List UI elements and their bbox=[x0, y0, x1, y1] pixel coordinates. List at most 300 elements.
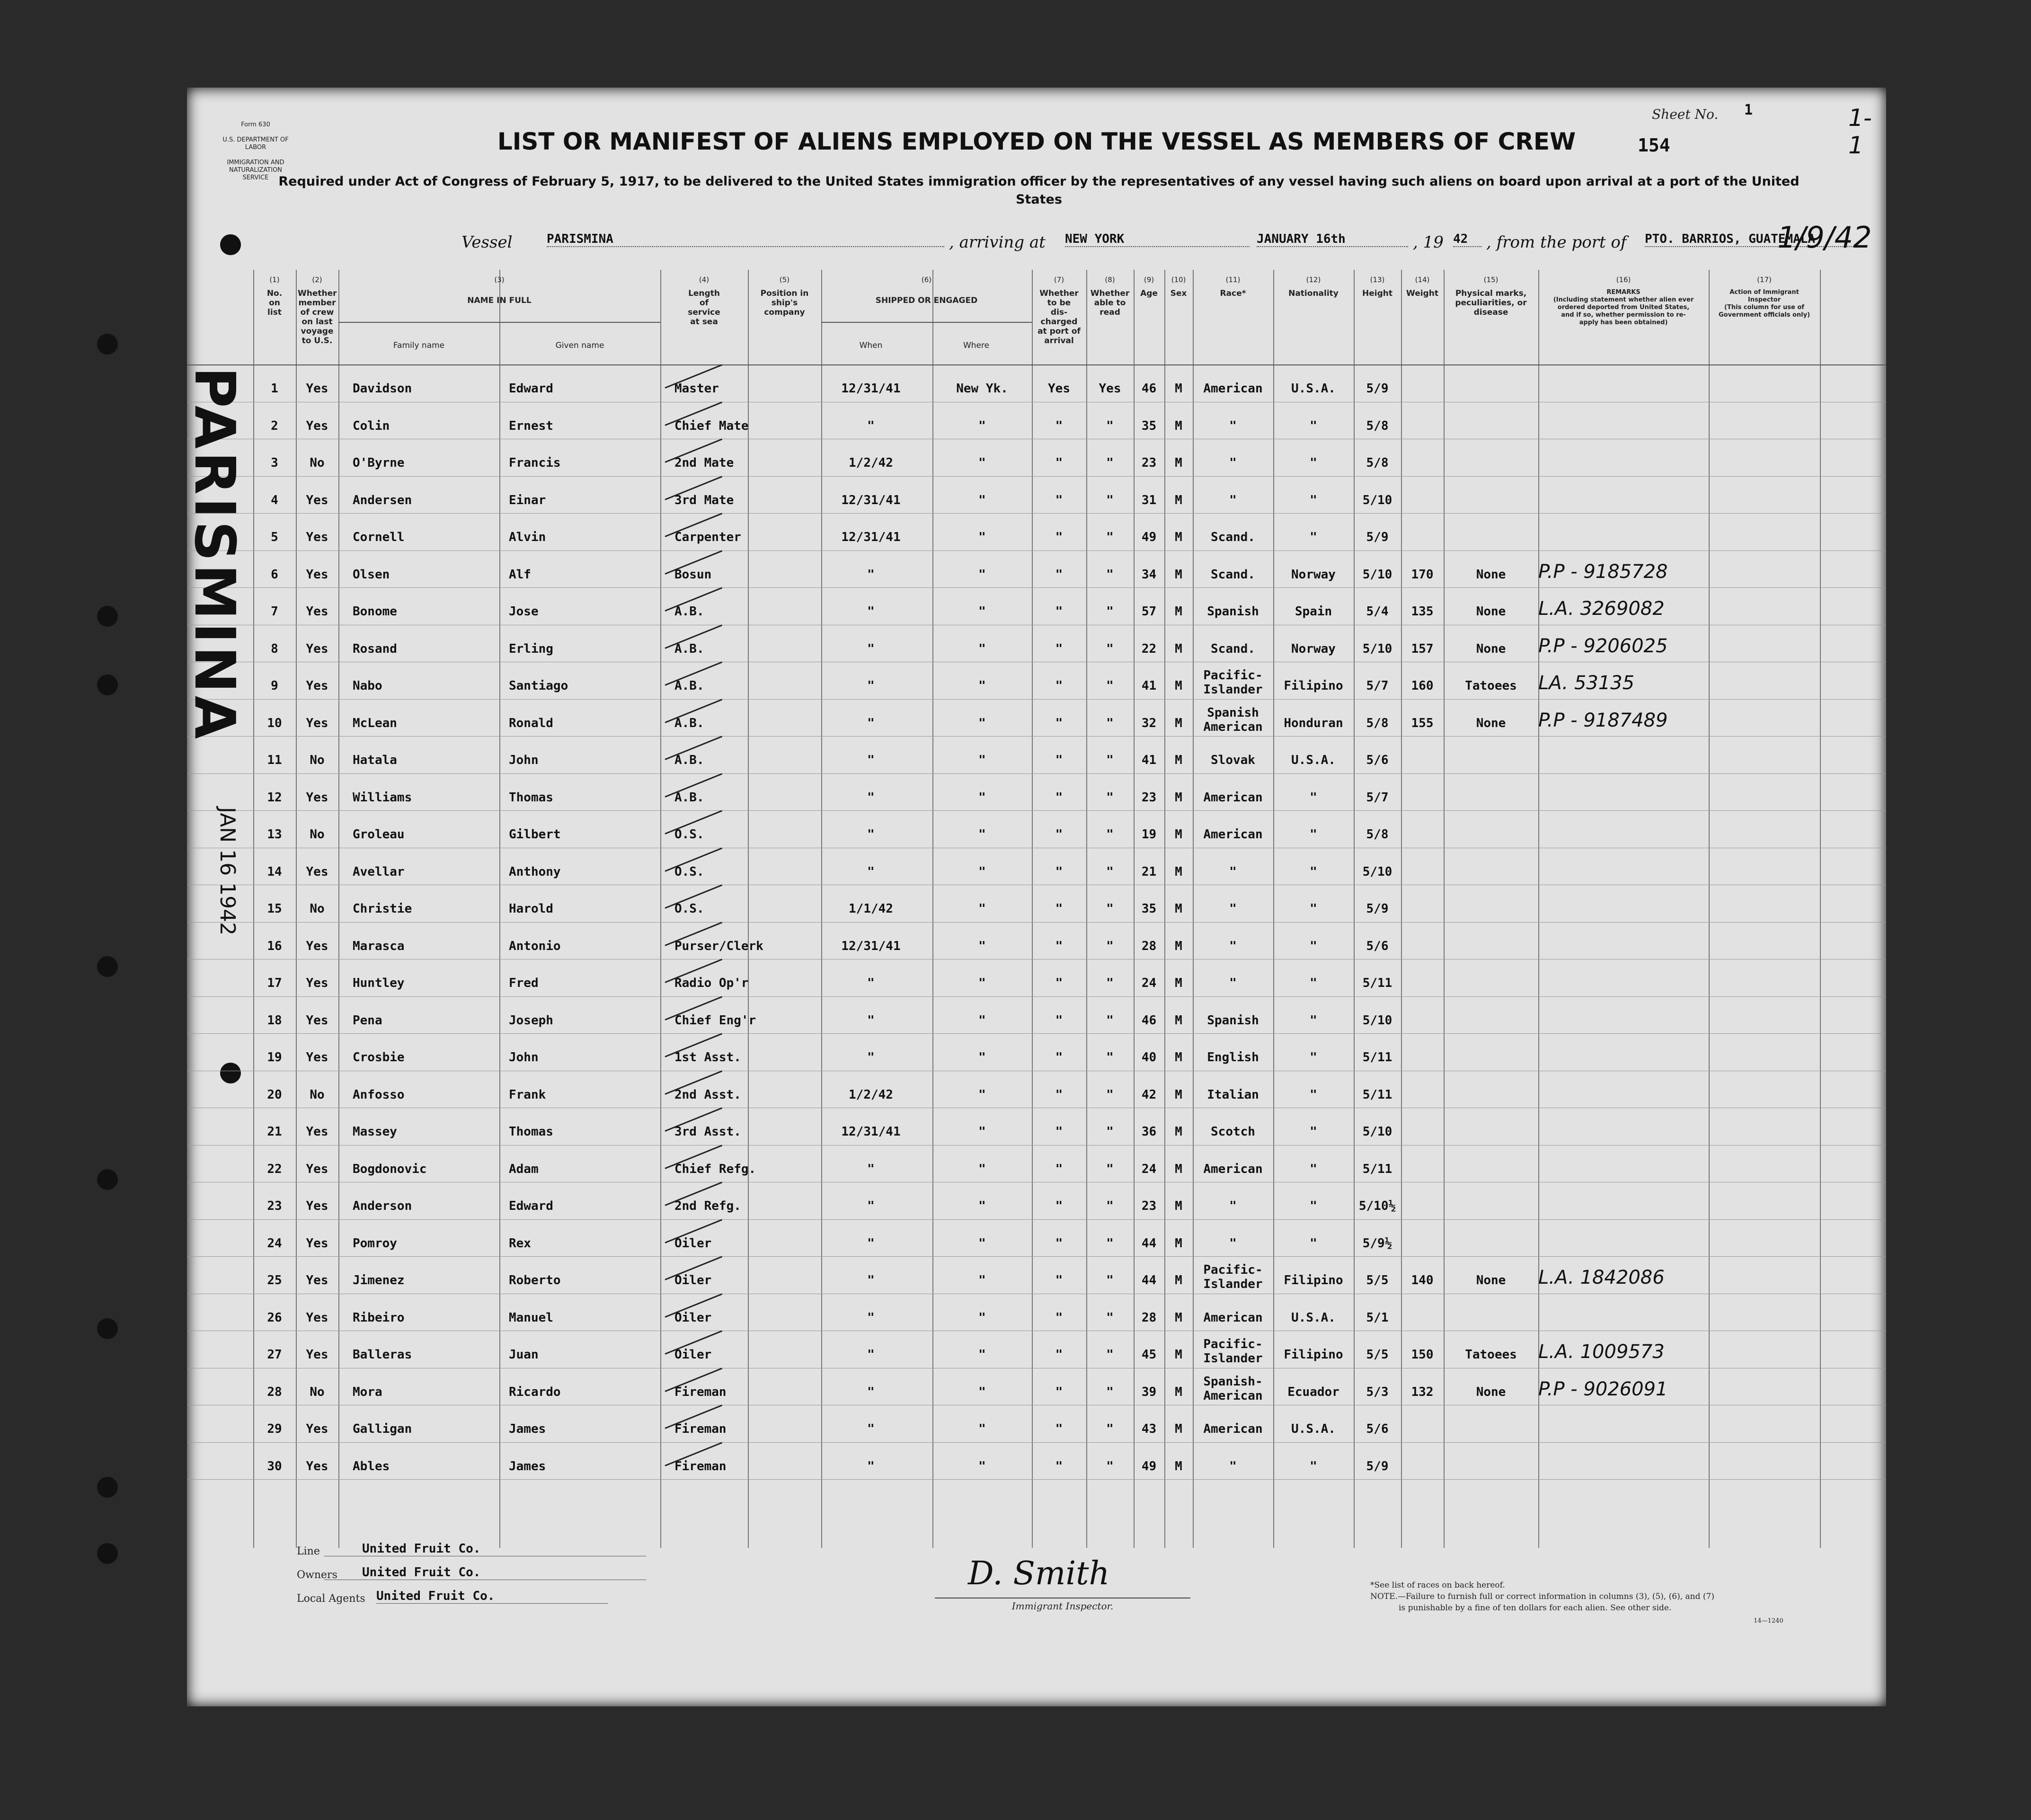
cell-pos: 3rd Mate bbox=[674, 493, 734, 507]
cell-read: " bbox=[1106, 1050, 1114, 1065]
cell-family: Christie bbox=[353, 902, 412, 916]
print-code: 14—1240 bbox=[1754, 1617, 1783, 1625]
cell-nat: Filipino bbox=[1284, 1273, 1343, 1287]
cell-dis: " bbox=[1055, 864, 1063, 879]
cell-read: " bbox=[1106, 1236, 1114, 1251]
cell-dis: " bbox=[1055, 1013, 1063, 1028]
cell-remark: L.A. 1009573 bbox=[1538, 1341, 1665, 1363]
cell-ht: 5/9 bbox=[1366, 1459, 1389, 1474]
cell-race: " bbox=[1229, 864, 1237, 879]
cell-race: Scotch bbox=[1211, 1125, 1255, 1139]
cell-where: " bbox=[978, 864, 986, 879]
cell-wt: 132 bbox=[1411, 1385, 1434, 1399]
cell-where: " bbox=[978, 827, 986, 842]
cell-race: " bbox=[1229, 1236, 1237, 1251]
cell-ht: 5/10 bbox=[1362, 1125, 1392, 1139]
cell-last: No bbox=[310, 902, 325, 916]
column-header: Sex bbox=[1170, 289, 1187, 298]
cell-when: " bbox=[867, 716, 875, 730]
cell-pos: Master bbox=[674, 382, 719, 396]
cell-where: " bbox=[978, 1348, 986, 1362]
cell-nat: " bbox=[1310, 902, 1317, 916]
cell-pos: Oiler bbox=[674, 1236, 712, 1251]
cell-age: 46 bbox=[1141, 382, 1157, 396]
cell-race: Pacific- Islander bbox=[1203, 1337, 1263, 1366]
cell-ht: 5/11 bbox=[1362, 1050, 1392, 1065]
cell-given: Ricardo bbox=[509, 1385, 561, 1399]
cell-ht: 5/3 bbox=[1366, 1385, 1389, 1399]
cell-no: 28 bbox=[267, 1385, 282, 1399]
cell-race: Spanish bbox=[1207, 604, 1259, 619]
cell-sex: M bbox=[1175, 976, 1182, 990]
cell-ht: 5/10 bbox=[1362, 641, 1392, 656]
line-label: Line bbox=[297, 1545, 320, 1557]
column-header: Height bbox=[1362, 289, 1392, 298]
cell-where: " bbox=[978, 976, 986, 990]
row-rule bbox=[187, 513, 1886, 514]
cell-pos: A.B. bbox=[674, 604, 704, 619]
cell-family: Pomroy bbox=[353, 1236, 397, 1251]
cell-given: Roberto bbox=[509, 1273, 561, 1287]
cell-sex: M bbox=[1175, 567, 1182, 582]
cell-nat: Ecuador bbox=[1287, 1385, 1339, 1399]
cell-dis: " bbox=[1055, 976, 1063, 990]
cell-read: " bbox=[1106, 604, 1114, 619]
cell-nat: Spain bbox=[1295, 604, 1332, 619]
cell-race: American bbox=[1203, 1310, 1263, 1325]
cell-pos: Fireman bbox=[674, 1385, 727, 1399]
column-number: (15) bbox=[1483, 275, 1499, 284]
cell-no: 1 bbox=[271, 382, 278, 396]
service-name: IMMIGRATION AND NATURALIZATION SERVICE bbox=[227, 159, 284, 181]
cell-race: Scand. bbox=[1211, 530, 1255, 544]
cell-sex: M bbox=[1175, 1236, 1182, 1251]
cell-sex: M bbox=[1175, 827, 1182, 842]
row-rule bbox=[187, 550, 1886, 551]
cell-last: No bbox=[310, 1087, 325, 1102]
cell-dis: " bbox=[1055, 1087, 1063, 1102]
cell-age: 21 bbox=[1141, 864, 1157, 879]
cell-marks: Tatoees bbox=[1465, 679, 1517, 693]
cell-dis: " bbox=[1055, 1273, 1063, 1287]
cell-pos: 3rd Asst. bbox=[674, 1125, 741, 1139]
cell-age: 39 bbox=[1141, 1385, 1157, 1399]
cell-where: " bbox=[978, 1162, 986, 1176]
cell-wt: 160 bbox=[1411, 679, 1434, 693]
cell-given: Jose bbox=[509, 604, 539, 619]
sheet-label: Sheet No. bbox=[1652, 107, 1719, 122]
cell-sex: M bbox=[1175, 641, 1182, 656]
cell-age: 32 bbox=[1141, 716, 1157, 730]
cell-race: American bbox=[1203, 827, 1263, 842]
column-header: Weight bbox=[1406, 289, 1438, 298]
cell-no: 24 bbox=[267, 1236, 282, 1251]
cell-dis: " bbox=[1055, 1125, 1063, 1139]
cell-no: 16 bbox=[267, 939, 282, 953]
cell-no: 6 bbox=[271, 567, 278, 582]
cell-ht: 5/8 bbox=[1366, 716, 1389, 730]
cell-pos: A.B. bbox=[674, 716, 704, 730]
cell-sex: M bbox=[1175, 1013, 1182, 1028]
cell-sex: M bbox=[1175, 1050, 1182, 1065]
cell-pos: 2nd Mate bbox=[674, 456, 734, 470]
cell-family: Massey bbox=[353, 1125, 397, 1139]
cell-wt: 140 bbox=[1411, 1273, 1434, 1287]
cell-dis: " bbox=[1055, 902, 1063, 916]
cell-pos: Chief Refg. bbox=[674, 1162, 756, 1176]
cell-sex: M bbox=[1175, 1348, 1182, 1362]
cell-family: Ribeiro bbox=[353, 1310, 405, 1325]
cell-when: " bbox=[867, 1236, 875, 1251]
cell-read: " bbox=[1106, 679, 1114, 693]
cell-age: 28 bbox=[1141, 1310, 1157, 1325]
cell-read: " bbox=[1106, 716, 1114, 730]
cell-when: 12/31/41 bbox=[841, 382, 901, 396]
cell-last: No bbox=[310, 456, 325, 470]
cell-last: No bbox=[310, 827, 325, 842]
cell-read: " bbox=[1106, 530, 1114, 544]
row-rule bbox=[187, 922, 1886, 923]
cell-ht: 5/9 bbox=[1366, 382, 1389, 396]
vessel-line bbox=[282, 220, 1872, 256]
cell-sex: M bbox=[1175, 1310, 1182, 1325]
cell-when: 12/31/41 bbox=[841, 939, 901, 953]
column-rule bbox=[1820, 270, 1821, 1548]
cell-last: Yes bbox=[306, 382, 328, 396]
cell-age: 23 bbox=[1141, 1199, 1157, 1213]
cell-read: " bbox=[1106, 1087, 1114, 1102]
cell-where: " bbox=[978, 1050, 986, 1065]
cell-last: Yes bbox=[306, 1459, 328, 1474]
cell-where: " bbox=[978, 1310, 986, 1325]
vessel-label: Vessel bbox=[461, 233, 513, 252]
cell-given: John bbox=[509, 1050, 539, 1065]
cell-nat: " bbox=[1310, 1236, 1317, 1251]
cell-dis: " bbox=[1055, 1459, 1063, 1474]
cell-family: Anderson bbox=[353, 1199, 412, 1213]
cell-age: 42 bbox=[1141, 1087, 1157, 1102]
arrival-year: 42 bbox=[1453, 232, 1481, 247]
cell-last: Yes bbox=[306, 939, 328, 953]
cell-dis: " bbox=[1055, 753, 1063, 767]
column-number: (9) bbox=[1144, 275, 1154, 284]
cell-no: 15 bbox=[267, 902, 282, 916]
cell-nat: " bbox=[1310, 418, 1317, 433]
cell-dis: " bbox=[1055, 939, 1063, 953]
cell-race: " bbox=[1229, 1459, 1237, 1474]
cell-given: Adam bbox=[509, 1162, 539, 1176]
cell-sex: M bbox=[1175, 864, 1182, 879]
cell-family: Davidson bbox=[353, 382, 412, 396]
cell-no: 13 bbox=[267, 827, 282, 842]
cell-age: 41 bbox=[1141, 679, 1157, 693]
cell-pos: Chief Mate bbox=[674, 418, 749, 433]
cell-sex: M bbox=[1175, 1087, 1182, 1102]
subheader-when: When bbox=[859, 341, 883, 350]
cell-dis: " bbox=[1055, 604, 1063, 619]
cell-no: 9 bbox=[271, 679, 278, 693]
cell-when: " bbox=[867, 567, 875, 582]
agents-label: Local Agents bbox=[297, 1593, 365, 1605]
cell-where: " bbox=[978, 1125, 986, 1139]
cell-sex: M bbox=[1175, 679, 1182, 693]
cell-last: Yes bbox=[306, 1013, 328, 1028]
cell-read: " bbox=[1106, 939, 1114, 953]
cell-ht: 5/6 bbox=[1366, 939, 1389, 953]
cell-no: 3 bbox=[271, 456, 278, 470]
cell-race: Pacific- Islander bbox=[1203, 1263, 1263, 1291]
row-rule bbox=[187, 996, 1886, 997]
cell-when: " bbox=[867, 1385, 875, 1399]
cell-given: Santiago bbox=[509, 679, 568, 693]
cell-race: Pacific- Islander bbox=[1203, 668, 1263, 697]
row-rule bbox=[187, 810, 1886, 811]
cell-given: Manuel bbox=[509, 1310, 553, 1325]
races-note: *See list of races on back hereof. bbox=[1370, 1580, 1505, 1590]
cell-no: 17 bbox=[267, 976, 282, 990]
cell-no: 26 bbox=[267, 1310, 282, 1325]
cell-marks: None bbox=[1476, 641, 1506, 656]
row-rule bbox=[187, 1033, 1886, 1034]
cell-pos: A.B. bbox=[674, 679, 704, 693]
cell-when: " bbox=[867, 1422, 875, 1436]
cell-pos: A.B. bbox=[674, 753, 704, 767]
cell-read: " bbox=[1106, 1013, 1114, 1028]
cell-race: Spanish bbox=[1207, 1013, 1259, 1028]
cell-ht: 5/10 bbox=[1362, 567, 1392, 582]
sheet-number: 1 bbox=[1744, 102, 1753, 118]
cell-nat: " bbox=[1310, 530, 1317, 544]
cell-age: 28 bbox=[1141, 939, 1157, 953]
cell-where: " bbox=[978, 530, 986, 544]
cell-pos: A.B. bbox=[674, 790, 704, 805]
cell-family: Anfosso bbox=[353, 1087, 405, 1102]
cell-when: 1/1/42 bbox=[849, 902, 893, 916]
cell-pos: Oiler bbox=[674, 1273, 712, 1287]
column-header: Action of Immigrant Inspector (This column for use of Government officials only) bbox=[1718, 289, 1810, 319]
cell-nat: " bbox=[1310, 1125, 1317, 1139]
cell-nat: " bbox=[1310, 1199, 1317, 1213]
cell-where: " bbox=[978, 939, 986, 953]
cell-dis: Yes bbox=[1048, 382, 1070, 396]
cell-dis: " bbox=[1055, 790, 1063, 805]
cell-remark: P.P - 9187489 bbox=[1538, 709, 1668, 731]
row-rule bbox=[187, 1442, 1886, 1443]
cell-family: Crosbie bbox=[353, 1050, 405, 1065]
cell-given: Francis bbox=[509, 456, 561, 470]
cell-race: " bbox=[1229, 1199, 1237, 1213]
cell-race: American bbox=[1203, 1422, 1263, 1436]
column-header: Whether to be dis- charged at port of arrival bbox=[1038, 289, 1081, 346]
cell-nat: " bbox=[1310, 976, 1317, 990]
cell-race: " bbox=[1229, 902, 1237, 916]
cell-race: American bbox=[1203, 1162, 1263, 1176]
cell-no: 21 bbox=[267, 1125, 282, 1139]
cell-wt: 157 bbox=[1411, 641, 1434, 656]
cell-family: Colin bbox=[353, 418, 390, 433]
cell-race: Spanish American bbox=[1203, 705, 1263, 734]
cell-no: 27 bbox=[267, 1348, 282, 1362]
cell-when: " bbox=[867, 1310, 875, 1325]
cell-sex: M bbox=[1175, 456, 1182, 470]
cell-where: " bbox=[978, 493, 986, 507]
column-number: (5) bbox=[779, 275, 790, 284]
cell-age: 41 bbox=[1141, 753, 1157, 767]
cell-given: Rex bbox=[509, 1236, 531, 1251]
cell-when: " bbox=[867, 1050, 875, 1065]
cell-race: Scand. bbox=[1211, 567, 1255, 582]
subheader-given: Given name bbox=[555, 341, 604, 350]
cell-family: Avellar bbox=[353, 864, 405, 879]
from-port-label: , from the port of bbox=[1486, 233, 1627, 252]
cell-read: " bbox=[1106, 1348, 1114, 1362]
cell-dis: " bbox=[1055, 679, 1063, 693]
cell-no: 8 bbox=[271, 641, 278, 656]
column-header: Position in ship's company bbox=[760, 289, 809, 317]
cell-family: Jimenez bbox=[353, 1273, 405, 1287]
cell-nat: " bbox=[1310, 939, 1317, 953]
cell-where: " bbox=[978, 753, 986, 767]
cell-where: " bbox=[978, 604, 986, 619]
cell-family: Andersen bbox=[353, 493, 412, 507]
cell-ht: 5/10 bbox=[1362, 1013, 1392, 1028]
cell-ht: 5/5 bbox=[1366, 1348, 1389, 1362]
column-header: Physical marks, peculiarities, or disease bbox=[1455, 289, 1527, 317]
cell-sex: M bbox=[1175, 1162, 1182, 1176]
cell-sex: M bbox=[1175, 716, 1182, 730]
cell-no: 19 bbox=[267, 1050, 282, 1065]
cell-given: Ernest bbox=[509, 418, 553, 433]
row-rule bbox=[187, 699, 1886, 700]
cell-read: " bbox=[1106, 641, 1114, 656]
cell-when: " bbox=[867, 418, 875, 433]
cell-read: " bbox=[1106, 1310, 1114, 1325]
cell-race: " bbox=[1229, 939, 1237, 953]
cell-nat: " bbox=[1310, 1459, 1317, 1474]
row-rule bbox=[187, 773, 1886, 774]
cell-remark: P.P - 9185728 bbox=[1538, 560, 1668, 583]
cell-dis: " bbox=[1055, 1236, 1063, 1251]
cell-when: " bbox=[867, 1273, 875, 1287]
column-rule bbox=[338, 270, 339, 1548]
cell-race: English bbox=[1207, 1050, 1259, 1065]
cell-last: Yes bbox=[306, 418, 328, 433]
side-date-stamp: JAN 16 1942 bbox=[215, 807, 239, 936]
cell-race: " bbox=[1229, 456, 1237, 470]
cell-given: Ronald bbox=[509, 716, 553, 730]
cell-marks: None bbox=[1476, 1385, 1506, 1399]
cell-pos: A.B. bbox=[674, 641, 704, 656]
cell-age: 44 bbox=[1141, 1273, 1157, 1287]
cell-marks: Tatoees bbox=[1465, 1348, 1517, 1362]
header-rule bbox=[821, 322, 1032, 323]
cell-ht: 5/11 bbox=[1362, 1162, 1392, 1176]
cell-nat: U.S.A. bbox=[1291, 382, 1336, 396]
cell-read: " bbox=[1106, 456, 1114, 470]
cell-sex: M bbox=[1175, 1422, 1182, 1436]
cell-race: American bbox=[1203, 790, 1263, 805]
cell-given: Thomas bbox=[509, 790, 553, 805]
cell-last: No bbox=[310, 753, 325, 767]
column-number: (8) bbox=[1105, 275, 1115, 284]
cell-given: Joseph bbox=[509, 1013, 553, 1028]
owners-label: Owners bbox=[297, 1569, 337, 1581]
cell-nat: Filipino bbox=[1284, 679, 1343, 693]
cell-given: Einar bbox=[509, 493, 546, 507]
cell-read: Yes bbox=[1099, 382, 1121, 396]
cell-where: " bbox=[978, 456, 986, 470]
cell-ht: 5/6 bbox=[1366, 1422, 1389, 1436]
cell-nat: " bbox=[1310, 790, 1317, 805]
cell-read: " bbox=[1106, 976, 1114, 990]
cell-dis: " bbox=[1055, 1050, 1063, 1065]
cell-nat: " bbox=[1310, 1162, 1317, 1176]
cell-dis: " bbox=[1055, 456, 1063, 470]
cell-last: Yes bbox=[306, 1162, 328, 1176]
cell-sex: M bbox=[1175, 902, 1182, 916]
cell-when: " bbox=[867, 1162, 875, 1176]
cell-wt: 170 bbox=[1411, 567, 1434, 582]
cell-race: Slovak bbox=[1211, 753, 1255, 767]
cell-dis: " bbox=[1055, 1422, 1063, 1436]
cell-where: " bbox=[978, 1273, 986, 1287]
cell-marks: None bbox=[1476, 567, 1506, 582]
cell-sex: M bbox=[1175, 1385, 1182, 1399]
cell-ht: 5/9½ bbox=[1362, 1236, 1392, 1251]
line-value: United Fruit Co. bbox=[324, 1542, 646, 1556]
cell-no: 22 bbox=[267, 1162, 282, 1176]
cell-read: " bbox=[1106, 1199, 1114, 1213]
column-header: Whether member of crew on last voyage to U.S. bbox=[298, 289, 337, 346]
column-rule bbox=[1709, 270, 1710, 1548]
cell-family: Galligan bbox=[353, 1422, 412, 1436]
inspector-signature: D. Smith bbox=[968, 1555, 1110, 1592]
column-number: (10) bbox=[1171, 275, 1186, 284]
column-header: REMARKS (Including statement whether alien ever ordered deported from United States, and if so, whether permission to re- apply has been obtained) bbox=[1553, 289, 1694, 326]
cell-no: 7 bbox=[271, 604, 278, 619]
arrival-port: NEW YORK bbox=[1065, 232, 1250, 247]
cell-given: James bbox=[509, 1459, 546, 1474]
cell-given: Alf bbox=[509, 567, 531, 582]
cell-where: " bbox=[978, 1013, 986, 1028]
cell-age: 22 bbox=[1141, 641, 1157, 656]
cell-sex: M bbox=[1175, 530, 1182, 544]
cell-age: 57 bbox=[1141, 604, 1157, 619]
cell-when: " bbox=[867, 753, 875, 767]
cell-last: Yes bbox=[306, 641, 328, 656]
cell-when: " bbox=[867, 604, 875, 619]
cell-read: " bbox=[1106, 902, 1114, 916]
cell-race: Italian bbox=[1207, 1087, 1259, 1102]
cell-given: James bbox=[509, 1422, 546, 1436]
cell-nat: U.S.A. bbox=[1291, 1422, 1336, 1436]
cell-pos: Carpenter bbox=[674, 530, 741, 544]
cell-race: " bbox=[1229, 418, 1237, 433]
cell-given: Anthony bbox=[509, 864, 561, 879]
cell-last: Yes bbox=[306, 1348, 328, 1362]
cell-pos: Fireman bbox=[674, 1459, 727, 1474]
cell-read: " bbox=[1106, 753, 1114, 767]
cell-no: 10 bbox=[267, 716, 282, 730]
cell-dis: " bbox=[1055, 1348, 1063, 1362]
cell-read: " bbox=[1106, 1422, 1114, 1436]
cell-ht: 5/11 bbox=[1362, 1087, 1392, 1102]
cell-given: John bbox=[509, 753, 539, 767]
cell-where: " bbox=[978, 641, 986, 656]
cell-remark: LA. 53135 bbox=[1538, 672, 1635, 694]
manifest-page bbox=[182, 88, 1886, 1706]
cell-sex: M bbox=[1175, 1459, 1182, 1474]
